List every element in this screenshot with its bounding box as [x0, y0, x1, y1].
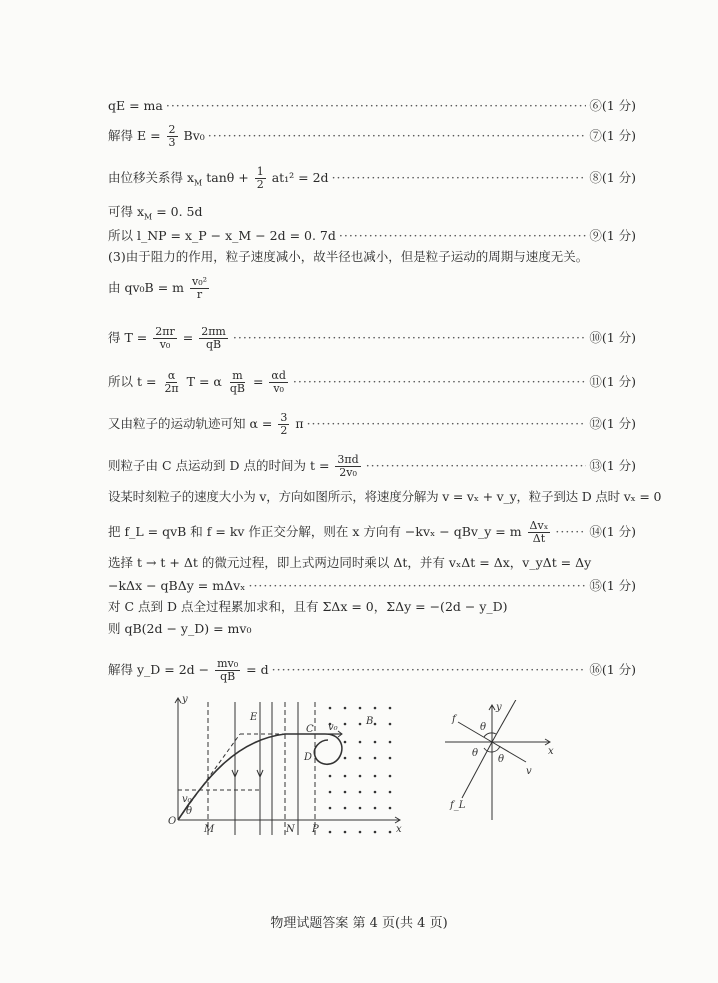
line-9a: [108, 203, 203, 227]
x-label: x: [396, 824, 402, 835]
line-14a: 设某时刻粒子的速度大小为 v，方向如图所示，将速度分解为 v = vₓ + v_y，粒子到达 D 点时 vₓ = 0: [108, 489, 662, 504]
numerator: v₀²: [192, 275, 208, 288]
eq-suffix: π: [295, 416, 304, 431]
eq-mid: tanθ +: [206, 170, 249, 185]
denominator: 2π: [164, 382, 179, 395]
eq-prefix: 把 f_L = qvB 和 f = kv 作正交分解，则在 x 方向有 −kvₓ − qBv_y = m: [108, 524, 522, 539]
fraction: [269, 370, 287, 395]
score: ⑯(1 分): [589, 662, 636, 677]
theta-label: θ: [186, 806, 193, 817]
line-6: [108, 96, 636, 114]
fraction: [335, 454, 360, 479]
theta-label: θ: [480, 722, 487, 733]
score: ⑪(1 分): [589, 374, 636, 389]
line-11: [108, 370, 636, 395]
line-7: [108, 124, 636, 149]
line-16b: 则 qB(2d − y_D) = mv₀: [108, 621, 252, 636]
paragraph-3: (3)由于阻力的作用，粒子速度减小，故半径也减小，但是粒子运动的周期与速度无关。: [108, 249, 589, 264]
numerator: 3πd: [337, 453, 359, 466]
leader-dots: [272, 662, 587, 677]
line-12: [108, 412, 636, 437]
y-label: y: [182, 694, 188, 705]
score: ⑧(1 分): [589, 170, 636, 185]
angle-arc: [484, 733, 496, 737]
eq-prefix: 则粒子由 C 点运动到 D 点的时间为 t =: [108, 458, 330, 473]
f-vector: [458, 722, 492, 742]
fraction: [153, 326, 177, 351]
equals: =: [182, 330, 194, 345]
line-8: [108, 166, 636, 191]
line-14: [108, 520, 636, 545]
equation: [108, 658, 269, 683]
fl-label: f_L: [450, 800, 466, 811]
numerator: 1: [256, 165, 264, 178]
fraction: [199, 326, 228, 351]
score: ⑩(1 分): [589, 330, 636, 345]
denominator: 2v₀: [339, 466, 357, 479]
line-9: [108, 226, 636, 244]
equation: qE = ma: [108, 98, 163, 113]
leader-dots: [248, 578, 586, 593]
equation: [108, 412, 304, 437]
denominator: 3: [168, 136, 176, 149]
denominator: qB: [220, 670, 236, 683]
eq-prefix: 解得 y_D = 2d −: [108, 662, 210, 677]
equation: [108, 124, 205, 149]
x-label: x: [548, 746, 554, 757]
equation: [108, 166, 329, 191]
b-field-dots: [329, 707, 392, 834]
theta-label: θ: [498, 754, 505, 765]
line-15: [108, 576, 636, 594]
numerator: mv₀: [217, 657, 239, 670]
line-10: [108, 326, 636, 351]
score: ⑮(1 分): [589, 578, 636, 593]
b-label: B: [366, 716, 374, 727]
leader-dots: [332, 170, 587, 185]
score: ⑨(1 分): [589, 228, 636, 243]
eq-suffix: = d: [246, 662, 269, 677]
text: 可得 x: [108, 204, 145, 219]
force-diagram: [440, 700, 560, 830]
denominator: v₀: [159, 338, 171, 351]
line-13: [108, 454, 636, 479]
leader-dots: [307, 416, 587, 431]
line-10a: [108, 276, 211, 301]
numerator: α: [167, 369, 176, 382]
subscript: M: [144, 212, 153, 222]
e-label: E: [250, 712, 258, 723]
theta-label: θ: [472, 748, 479, 759]
fraction: [278, 412, 289, 437]
numerator: 2πr: [155, 325, 175, 338]
field-diagram: [160, 690, 410, 850]
eq-prefix: 由 qv₀B = m: [108, 280, 185, 295]
fraction: [190, 276, 209, 301]
equation: [108, 326, 230, 351]
score: ⑦(1 分): [589, 128, 636, 143]
numerator: Δvₓ: [529, 519, 549, 532]
equation: [108, 454, 363, 479]
leader-dots: [233, 330, 586, 345]
page-footer: 物理试题答案 第 4 页(共 4 页): [270, 916, 448, 931]
v0-initial-label: v₀: [182, 794, 192, 805]
score: ⑥(1 分): [589, 98, 636, 113]
d-label: D: [304, 752, 313, 763]
equation: [108, 370, 290, 395]
eq-suffix: at₁² = 2d: [271, 170, 329, 185]
numerator: 2πm: [201, 325, 226, 338]
subscript: M: [194, 178, 203, 188]
denominator: r: [196, 288, 203, 301]
v0-label: v₀: [328, 722, 338, 733]
score: ⑭(1 分): [589, 524, 636, 539]
denominator: qB: [229, 382, 245, 395]
equation: [108, 520, 552, 545]
fraction: [528, 520, 551, 545]
value: = 0. 5d: [152, 204, 203, 219]
leader-dots: [208, 128, 587, 143]
equation: −kΔx − qBΔy = mΔvₓ: [108, 578, 246, 593]
leader-dots: [366, 458, 587, 473]
eq-prefix: 所以 t =: [108, 374, 157, 389]
equals: =: [252, 374, 264, 389]
denominator: Δt: [532, 532, 546, 545]
numerator: m: [232, 369, 243, 382]
leader-dots: [166, 98, 586, 113]
numerator: αd: [271, 369, 286, 382]
line-16a: 对 C 点到 D 点全过程累加求和，且有 ΣΔx = 0，ΣΔy = −(2d − y_D): [108, 599, 508, 614]
eq-prefix: 由位移关系得 x: [108, 170, 195, 185]
fraction: [215, 658, 240, 683]
denominator: qB: [205, 338, 222, 351]
line-15a: 选择 t → t + Δt 的微元过程，即上式两边同时乘以 Δt，并有 vₓΔt = Δx，v_yΔt = Δy: [108, 555, 592, 570]
eq-suffix: Bv₀: [183, 128, 205, 143]
fraction: [255, 166, 266, 191]
equation: 所以 l_NP = x_P − x_M − 2d = 0. 7d: [108, 228, 336, 243]
leader-dots: [293, 374, 586, 389]
fraction: [167, 124, 178, 149]
score: ⑬(1 分): [589, 458, 636, 473]
origin-label: O: [168, 816, 177, 827]
f-label: f: [452, 714, 456, 725]
numerator: 2: [168, 123, 176, 136]
denominator: 2: [256, 178, 264, 191]
eq-prefix: 又由粒子的运动轨迹可知 α =: [108, 416, 273, 431]
p-label: P: [312, 824, 319, 835]
v-label: v: [526, 766, 532, 777]
n-label: N: [286, 824, 295, 835]
leader-dots: [339, 228, 586, 243]
eq-prefix: 解得 E =: [108, 128, 161, 143]
m-label: M: [204, 824, 215, 835]
fraction: [162, 370, 180, 395]
eq-mid: T = α: [186, 374, 222, 389]
line-16: [108, 658, 636, 683]
numerator: 3: [280, 411, 288, 424]
y-label: y: [496, 702, 502, 713]
denominator: 2: [280, 424, 288, 437]
eq-prefix: 得 T =: [108, 330, 148, 345]
leader-dots: [555, 524, 586, 539]
score: ⑫(1 分): [589, 416, 636, 431]
c-label: C: [306, 724, 314, 735]
fraction: [228, 370, 247, 395]
denominator: v₀: [273, 382, 284, 395]
